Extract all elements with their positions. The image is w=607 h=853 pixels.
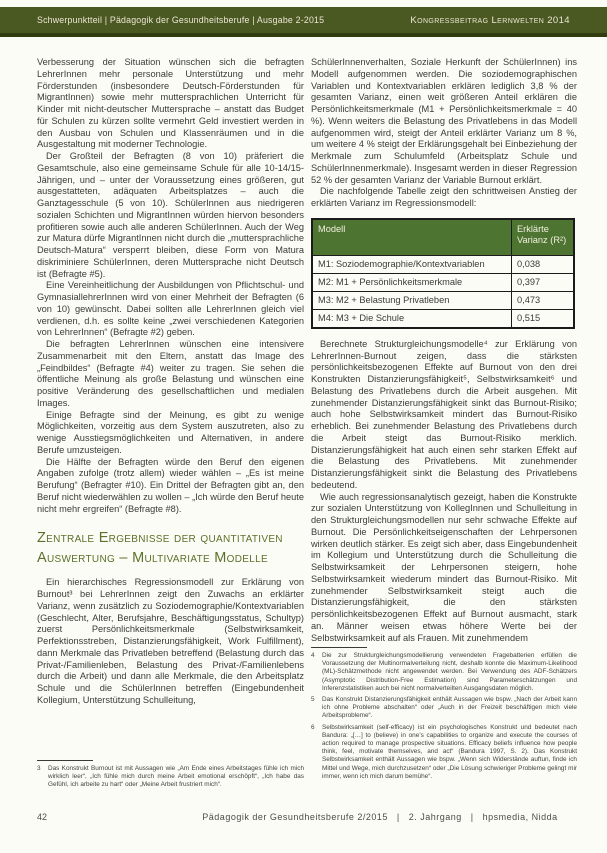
table-row: [312, 309, 574, 328]
paragraph: Die nachfolgende Tabelle zeigt den schrittweisen Anstieg der erklärten Varianz im Regressionsmodell:: [311, 186, 577, 208]
right-column: [311, 57, 577, 645]
header-congress-label: Kongressbeitrag Lernwelten 2014: [410, 14, 570, 26]
table-row: [312, 273, 574, 291]
footer-journal-line: Pädagogik der Gesundheitsberufe 2/2015 | 2. Jahrgang | hpsmedia, Nidda: [202, 812, 558, 822]
footnote-5: [311, 696, 577, 721]
table-row: [312, 291, 574, 309]
footnote-number: 4: [311, 652, 315, 659]
left-column: [37, 57, 304, 755]
right-footnotes: [311, 647, 577, 784]
paragraph: Der Großteil der Befragten (8 von 10) präferiert die Gesamtschule, also eine gemeinsame Schule für alle 10-14/15-Jährigen, und – unter der Voraussetzung eines größeren, gut ausgestatteten, adäquaten Arbeitsplatzes – auch die Ganztagesschule (5 von 10). SchülerInnen aus niedrigeren sozialen Schichten und MigrantInnen würden hiervon besonders profitieren sowie auch alle anderen SchülerInnen. Auch der Weg zur Matura dürfe MigrantInnen nicht durch die „muttersprachliche Deutsch-Matura“ versperrt bleiben, diese Form von Matura diskriminiere SchülerInnen, deren Muttersprache nicht Deutsch ist (Befragte #5).: [37, 151, 304, 279]
paragraph: Einige Befragte sind der Meinung, es gibt zu wenige Möglichkeiten, vorzeitig aus dem System auszutreten, also zu wenige Ausstiegsmöglichkeiten und Alternativen, in andere Berufe umzusteigen.: [37, 409, 304, 455]
paragraph: Wie auch regressionsanalytisch gezeigt, haben die Konstrukte zur sozialen Unterstützung von KollegInnen und Schulleitung in den Strukturgleichungsmodellen nur sehr schwache Effekte auf Burnout. Die Persönlichkeitseigenschaften der Lehrpersonen wirken deutlich stärker. Es zeigt sich aber, dass Eingebundenheit im Kollegium und Unterstützung durch die Schulleitung die Selbstwirksamkeit der Lehrpersonen steigern, hohe Selbstwirksamkeit wiederum mindert das Burnout-Risiko. Mit zunehmender Selbstwirksamkeit steigt auch die Distanzierungsfähigkeit, die den stärksten persönlichkeitsbezogenen Effekt auf Burnout ausmacht, stark an. Männer weisen etwas höhere Werte bei der Selbstwirksamkeit auf als Frauen. Mit zunehmendem: [311, 491, 577, 643]
footnote-text: Das Konstrukt Distanzierungsfähigkeit enthält Aussagen wie bspw. „Nach der Arbeit kann ich ohne Probleme abschalten“ oder „Auch in der Freizeit beschäftigen mich viele Arbeitsprobleme“.: [322, 696, 577, 720]
table-header-modell: Modell: [312, 219, 512, 256]
table-header-row: [312, 219, 574, 256]
footnote-text: Selbstwirksamkeit (self-efficacy) ist ein psychologisches Konstrukt und bedeutet nach Bandura: „[…] to (believe) in one’s capabilities to organize and execute the courses of action required to manage prospective situations. Efficacy beliefs influence how people think, feel, motivate themselves, and act“ (Bandura 1997, S. 2). Das Konstrukt Selbstwirksamkeit enthält Aussagen wie bspw. „Wenn sich Widerstände auftun, finde ich Mittel und Wege, mich durchzusetzen“ oder „Die Lösung schwieriger Probleme gelingt mir immer, wenn ich mich darum bemühe“.: [322, 723, 577, 780]
footnote-rule: [311, 647, 367, 648]
footnote-number: 5: [311, 696, 315, 704]
header-bar: [0, 7, 607, 33]
paragraph: Die befragten LehrerInnen wünschen eine intensivere Zusammenarbeit mit den Eltern, anstatt das Image des „Feindbildes“ (Befragte #4) weiter zu tragen. Sie sehen die öffentliche Meinung als große Belastung und wünschen eine positive Veränderung des gesellschaftlichen und medialen Images.: [37, 339, 304, 408]
page-footer: [0, 812, 607, 832]
paragraph: Verbesserung der Situation wünschen sich die befragten LehrerInnen mehr personale Unterstützung und mehr Förderstunden (insbesondere Deutsch-Förderstunden für MigrantInnen) sowie mehr muttersprachlichen Unterricht für Kinder mit nicht-deutscher Muttersprache – anstatt das Budget für Schulen zu kürzen sollte vermehrt Geld investiert werden in den Ausbau von Schulen und Klassenräumen und in die Ausgestaltung mit moderner Technologie.: [37, 57, 304, 150]
footnote-3: [37, 765, 304, 790]
paragraph: Ein hierarchisches Regressionsmodell zur Erklärung von Burnout³ bei LehrerInnen zeigt den Zuwachs an erklärter Varianz, wenn zusätzlich zu Soziodemographie/Kontextvariablen (Geschlecht, Alter, Berufsjahre, Beschäftigungsstatus, Schultyp) zuerst Persönlichkeitsmerkmale (Selbstwirksamkeit, Perfektionsstreben, Distanzierungsfähigkeit, Work Fulfillment), dann Merkmale das Privatleben betreffend (Belastung durch das Privat-/Familienleben, Belastung des Privat-/Familienlebens durch die Arbeit) und dann alle Merkmale, die den Arbeitsplatz Schule und die SchülerInnen betreffen (Eingebundenheit Kollegium, Unterstützung Schulleitung,: [37, 577, 304, 705]
paragraph: Eine Vereinheitlichung der Ausbildungen von Pflichtschul- und GymnasiallehrerInnen wird von einer Mehrheit der Befragten (6 von 10) gewünscht. Dabei sollten alle LehrerInnen gleich viel verdienen, d.h. es sollte keine „zwei verschiedenen Kategorien von LehrerInnen“ (Befragte #2) geben.: [37, 280, 304, 338]
table-row: [312, 255, 574, 273]
table-header-erklaerte-varianz: Erklärte Varianz (R²): [512, 219, 575, 256]
header-bar-shadow: [0, 33, 607, 37]
footnote-text: Das Konstrukt Burnout ist mit Aussagen wie „Am Ende eines Arbeitstages fühle ich mich wirklich leer“, „Ich fühle mich durch meine Arbeit emotional erschöpft“, „Ich habe das Gefühl, ich arbeite zu hart“ oder „Meine Arbeit frustriert mich“.: [48, 765, 304, 789]
table-cell-model: M2: M1 + Persönlichkeitsmerkmale: [312, 273, 512, 291]
table-cell-value: 0,473: [512, 291, 575, 309]
section-heading: Zentrale Ergebnisse der quantitativen Auswertung – Multivariate Modelle: [37, 530, 283, 566]
footnote-4: [311, 652, 577, 693]
table-cell-model: M3: M2 + Belastung Privatleben: [312, 291, 512, 309]
table-cell-model: M4: M3 + Die Schule: [312, 309, 512, 328]
table-cell-value: 0,515: [512, 309, 575, 328]
variance-table: [311, 218, 575, 329]
table-cell-value: 0,038: [512, 255, 575, 273]
paragraph: Berechnete Strukturgleichungsmodelle⁴ zur Erklärung von LehrerInnen-Burnout zeigen, dass die stärksten persönlichkeitsbezogenen Effekte auf Burnout von den drei Konstrukten Distanzierungsfähigkeit⁵, Selbstwirksamkeit⁶ und Belastung des Privatlebens durch die Arbeit ausgehen. Mit zunehmender Distanzierungsfähigkeit sinkt das Burnout-Risiko; auch hohe Selbstwirksamkeit mindert das Burnout-Risiko erheblich. Bei zunehmender Belastung des Privatlebens durch die Arbeit steigt das Burnout-Risiko merklich. Distanzierungsfähigkeit hat auch einen sehr starken Effekt auf die Belastung des Privatlebens. Mit zunehmender Distanzierungsfähigkeit sinkt die Belastung des Privatlebens bedeutend.: [311, 338, 577, 490]
page-number: 42: [37, 812, 48, 822]
table-cell-value: 0,397: [512, 273, 575, 291]
paragraph: Die Hälfte der Befragten würde den Beruf den eigenen Angaben zufolge (trotz allem) wieder wählen – „Es ist meine Berufung“ (Befragter #10). Ein Drittel der Befragten gibt an, den Beruf nicht wiederwählen zu wollen – „Ich würde den Beruf heute nicht mehr ergreifen“ (Befragte #8).: [37, 456, 304, 514]
left-footnotes: [37, 760, 304, 793]
footnote-rule: [37, 760, 93, 761]
paragraph: SchülerInnenverhalten, Soziale Herkunft der SchülerInnen) ins Modell aufgenommen werden. Die soziodemographischen Variablen und Kontextvariablen erklären lediglich 3,8 % der gesamten Varianz, einen weit größeren Anteil erklären die Persönlichkeitsmerkmale (M1 + Persönlichkeitsmerkmale = 40 %). Wenn weiters die Belastung des Privatlebens in das Modell aufgenommen wird, steigt der Anteil erklärter Varianz um 8 %, um weitere 4 % steigt der Erklärungsgehalt bei Einbeziehung der Merkmale zum Schulumfeld (Arbeitsplatz Schule und SchülerInnenmerkmale). Insgesamt werden in dieser Regression 52 % der gesamten Varianz der Variable Burnout erklärt.: [311, 57, 577, 185]
footnote-number: 6: [311, 723, 315, 731]
footnote-text: Die zur Strukturgleichungsmodellierung verwendeten Fragebatterien erfüllen die Voraussetzung der Multinormalverteilung nicht, deshalb konnte die Maximum-Likelihood (ML)-Schätzmethode nicht angewendet werden. Bei Verwendung des ADF-Schätzers (Asymptotic Distribution-Free Estimation) sind Parameterschätzungen und Inferenzstatistiken auch bei nicht normalverteilten Ausgangsdaten möglich.: [322, 652, 577, 692]
header-section-label: Schwerpunktteil | Pädagogik der Gesundheitsberufe | Ausgabe 2-2015: [37, 15, 325, 25]
footnote-number: 3: [37, 765, 41, 772]
table-cell-model: M1: Soziodemographie/Kontextvariablen: [312, 255, 512, 273]
footnote-6: [311, 724, 577, 781]
